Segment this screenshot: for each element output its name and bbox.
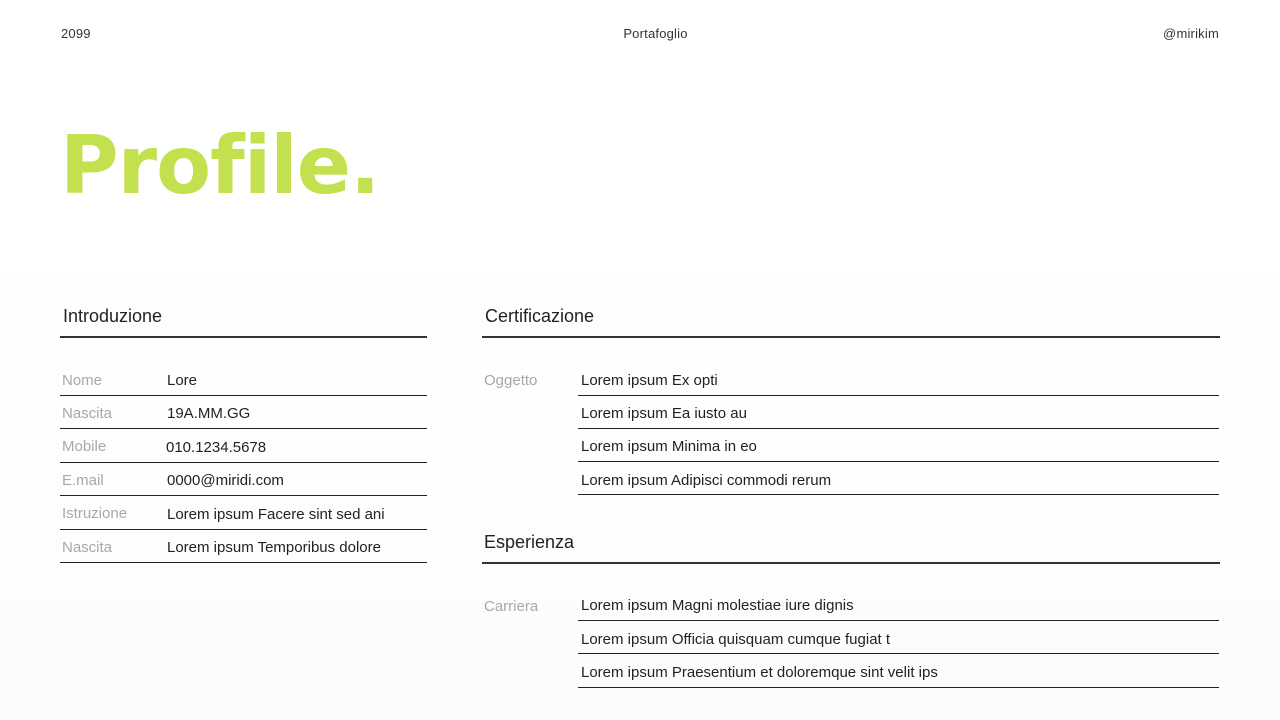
- page-title: Profile.: [60, 119, 380, 212]
- certificazione-rule: [482, 336, 1220, 338]
- row-divider: [578, 620, 1219, 621]
- row-value: 19A.MM.GG: [167, 405, 251, 422]
- esperienza-heading: Esperienza: [484, 532, 575, 552]
- item-text: Lorem ipsum Praesentium et doloremque sint velit ips: [581, 664, 938, 681]
- introduzione-heading: Introduzione: [63, 306, 163, 326]
- esperienza-rule: [482, 562, 1220, 564]
- row-value: 010.1234.5678: [166, 439, 267, 456]
- introduzione-rule: [60, 336, 427, 338]
- item-text: Lorem ipsum Minima in eo: [581, 438, 757, 455]
- header-title: Portafoglio: [623, 26, 688, 41]
- item-text: Lorem ipsum Adipisci commodi rerum: [581, 472, 832, 489]
- header-year: 2099: [61, 26, 91, 41]
- item-text: Lorem ipsum Magni molestiae iure dignis: [581, 597, 854, 614]
- row-divider: [578, 494, 1219, 495]
- row-label: Nome: [62, 372, 103, 389]
- certificazione-heading: Certificazione: [485, 306, 595, 326]
- row-divider: [60, 495, 427, 496]
- row-value: Lorem ipsum Facere sint sed ani: [167, 506, 385, 523]
- row-divider: [578, 395, 1219, 396]
- row-divider: [578, 687, 1219, 688]
- item-text: Lorem ipsum Ea iusto au: [581, 405, 747, 422]
- row-label: Nascita: [62, 539, 113, 556]
- row-value: Lorem ipsum Temporibus dolore: [167, 539, 381, 556]
- esperienza-label: Carriera: [484, 598, 539, 615]
- item-text: Lorem ipsum Officia quisquam cumque fugiat t: [581, 631, 891, 648]
- row-divider: [60, 395, 427, 396]
- row-divider: [578, 653, 1219, 654]
- row-divider: [60, 529, 427, 530]
- row-divider: [60, 462, 427, 463]
- header-handle: @mirikim: [1163, 26, 1219, 41]
- certificazione-label: Oggetto: [484, 372, 538, 389]
- row-label: Istruzione: [62, 505, 128, 522]
- item-text: Lorem ipsum Ex opti: [581, 372, 718, 389]
- row-divider: [60, 562, 427, 563]
- row-label: Nascita: [62, 405, 113, 422]
- row-value: Lore: [167, 372, 198, 389]
- row-divider: [578, 461, 1219, 462]
- row-label: Mobile: [62, 438, 107, 455]
- row-value: 0000@miridi.com: [167, 472, 284, 489]
- row-divider: [578, 428, 1219, 429]
- row-label: E.mail: [62, 472, 104, 489]
- row-divider: [60, 428, 427, 429]
